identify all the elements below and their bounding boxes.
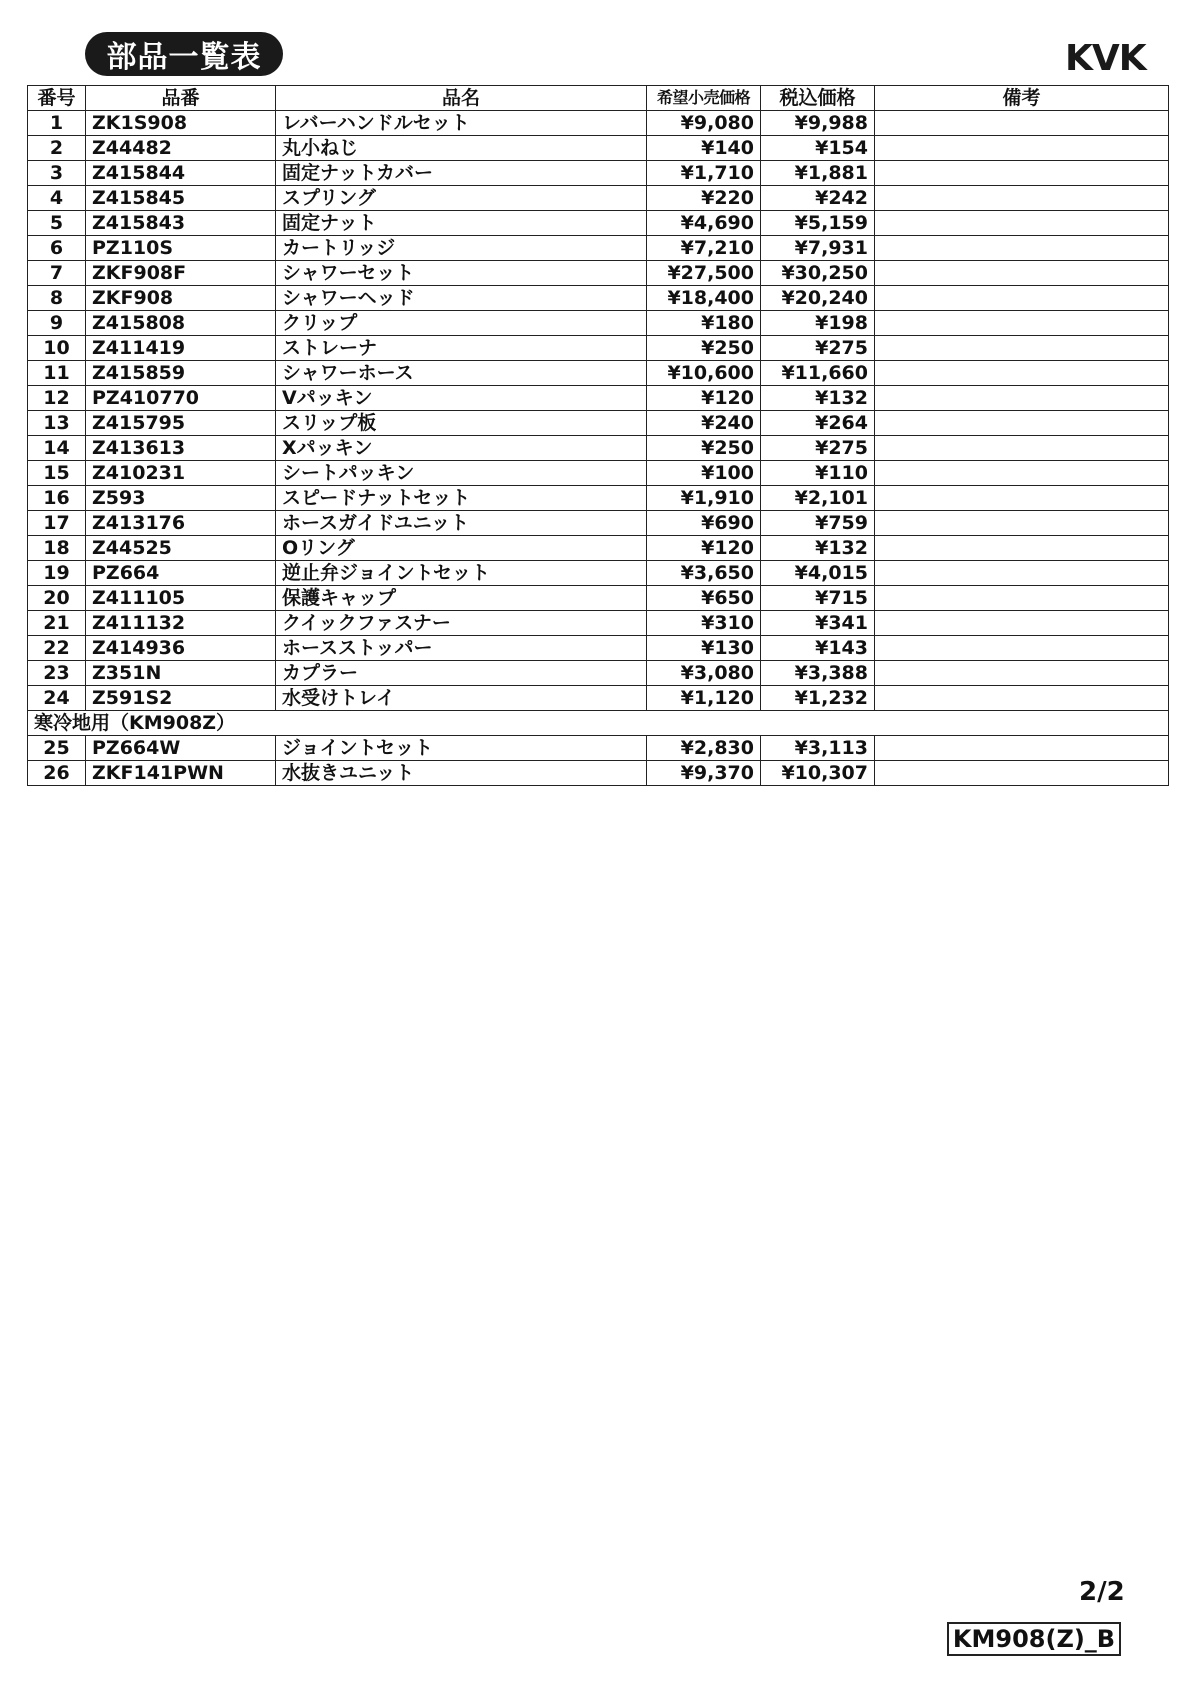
note-cell bbox=[875, 386, 1169, 411]
row-number-cell: 20 bbox=[28, 586, 86, 611]
part-name-cell: カプラー bbox=[276, 661, 647, 686]
retail-price-cell: ¥1,710 bbox=[647, 161, 761, 186]
note-cell bbox=[875, 736, 1169, 761]
tax-price-cell: ¥1,232 bbox=[761, 686, 875, 711]
part-code-cell: PZ410770 bbox=[86, 386, 276, 411]
tax-price-cell: ¥1,881 bbox=[761, 161, 875, 186]
part-name-cell: レバーハンドルセット bbox=[276, 111, 647, 136]
column-header-number: 番号 bbox=[28, 86, 86, 111]
column-header-part-code: 品番 bbox=[86, 86, 276, 111]
note-cell bbox=[875, 136, 1169, 161]
row-number-cell: 18 bbox=[28, 536, 86, 561]
retail-price-cell: ¥130 bbox=[647, 636, 761, 661]
note-cell bbox=[875, 411, 1169, 436]
row-number-cell: 14 bbox=[28, 436, 86, 461]
row-number-cell: 8 bbox=[28, 286, 86, 311]
part-code-cell: Z411132 bbox=[86, 611, 276, 636]
note-cell bbox=[875, 261, 1169, 286]
table-row bbox=[28, 486, 1169, 511]
row-number-cell: 7 bbox=[28, 261, 86, 286]
part-name-cell: スプリング bbox=[276, 186, 647, 211]
table-row bbox=[28, 736, 1169, 761]
table-row bbox=[28, 461, 1169, 486]
part-code-cell: ZK1S908 bbox=[86, 111, 276, 136]
retail-price-cell: ¥690 bbox=[647, 511, 761, 536]
row-number-cell: 15 bbox=[28, 461, 86, 486]
note-cell bbox=[875, 486, 1169, 511]
row-number-cell: 2 bbox=[28, 136, 86, 161]
note-cell bbox=[875, 111, 1169, 136]
table-row bbox=[28, 236, 1169, 261]
tax-price-cell: ¥132 bbox=[761, 386, 875, 411]
document-code: KM908(Z)_B bbox=[947, 1622, 1121, 1656]
table-row bbox=[28, 211, 1169, 236]
retail-price-cell: ¥10,600 bbox=[647, 361, 761, 386]
part-name-cell: シートパッキン bbox=[276, 461, 647, 486]
note-cell bbox=[875, 561, 1169, 586]
tax-price-cell: ¥3,113 bbox=[761, 736, 875, 761]
part-code-cell: Z415859 bbox=[86, 361, 276, 386]
note-cell bbox=[875, 511, 1169, 536]
part-name-cell: Oリング bbox=[276, 536, 647, 561]
tax-price-cell: ¥30,250 bbox=[761, 261, 875, 286]
row-number-cell: 22 bbox=[28, 636, 86, 661]
retail-price-cell: ¥120 bbox=[647, 386, 761, 411]
tax-price-cell: ¥198 bbox=[761, 311, 875, 336]
retail-price-cell: ¥1,120 bbox=[647, 686, 761, 711]
row-number-cell: 13 bbox=[28, 411, 86, 436]
part-code-cell: PZ664W bbox=[86, 736, 276, 761]
row-number-cell: 16 bbox=[28, 486, 86, 511]
table-header-row bbox=[28, 86, 1169, 111]
part-name-cell: Xパッキン bbox=[276, 436, 647, 461]
part-name-cell: 固定ナットカバー bbox=[276, 161, 647, 186]
part-code-cell: Z415845 bbox=[86, 186, 276, 211]
tax-price-cell: ¥9,988 bbox=[761, 111, 875, 136]
part-name-cell: 保護キャップ bbox=[276, 586, 647, 611]
parts-table bbox=[27, 85, 1169, 786]
column-header-tax-price: 税込価格 bbox=[761, 86, 875, 111]
retail-price-cell: ¥4,690 bbox=[647, 211, 761, 236]
retail-price-cell: ¥100 bbox=[647, 461, 761, 486]
page-number: 2/2 bbox=[1079, 1577, 1125, 1607]
retail-price-cell: ¥120 bbox=[647, 536, 761, 561]
row-number-cell: 26 bbox=[28, 761, 86, 786]
table-body bbox=[28, 111, 1169, 711]
table-row bbox=[28, 336, 1169, 361]
table-row bbox=[28, 261, 1169, 286]
part-name-cell: ジョイントセット bbox=[276, 736, 647, 761]
retail-price-cell: ¥3,650 bbox=[647, 561, 761, 586]
part-name-cell: スピードナットセット bbox=[276, 486, 647, 511]
row-number-cell: 23 bbox=[28, 661, 86, 686]
part-name-cell: クリップ bbox=[276, 311, 647, 336]
table-row bbox=[28, 186, 1169, 211]
note-cell bbox=[875, 336, 1169, 361]
part-name-cell: ストレーナ bbox=[276, 336, 647, 361]
retail-price-cell: ¥220 bbox=[647, 186, 761, 211]
table-row bbox=[28, 661, 1169, 686]
column-header-part-name: 品名 bbox=[276, 86, 647, 111]
part-name-cell: 丸小ねじ bbox=[276, 136, 647, 161]
part-code-cell: Z415795 bbox=[86, 411, 276, 436]
part-code-cell: Z44482 bbox=[86, 136, 276, 161]
tax-price-cell: ¥2,101 bbox=[761, 486, 875, 511]
part-code-cell: Z413613 bbox=[86, 436, 276, 461]
tax-price-cell: ¥275 bbox=[761, 436, 875, 461]
part-code-cell: Z591S2 bbox=[86, 686, 276, 711]
retail-price-cell: ¥9,370 bbox=[647, 761, 761, 786]
note-cell bbox=[875, 611, 1169, 636]
row-number-cell: 3 bbox=[28, 161, 86, 186]
table-row bbox=[28, 411, 1169, 436]
retail-price-cell: ¥250 bbox=[647, 436, 761, 461]
section-row bbox=[28, 711, 1169, 736]
tax-price-cell: ¥3,388 bbox=[761, 661, 875, 686]
table-row bbox=[28, 761, 1169, 786]
tax-price-cell: ¥20,240 bbox=[761, 286, 875, 311]
tax-price-cell: ¥5,159 bbox=[761, 211, 875, 236]
part-code-cell: Z415844 bbox=[86, 161, 276, 186]
brand-logo: KVK bbox=[1065, 38, 1146, 79]
part-name-cell: カートリッジ bbox=[276, 236, 647, 261]
part-name-cell: 逆止弁ジョイントセット bbox=[276, 561, 647, 586]
note-cell bbox=[875, 461, 1169, 486]
retail-price-cell: ¥140 bbox=[647, 136, 761, 161]
retail-price-cell: ¥3,080 bbox=[647, 661, 761, 686]
table-row bbox=[28, 511, 1169, 536]
row-number-cell: 11 bbox=[28, 361, 86, 386]
note-cell bbox=[875, 161, 1169, 186]
tax-price-cell: ¥264 bbox=[761, 411, 875, 436]
retail-price-cell: ¥240 bbox=[647, 411, 761, 436]
part-name-cell: シャワーヘッド bbox=[276, 286, 647, 311]
row-number-cell: 17 bbox=[28, 511, 86, 536]
table-row bbox=[28, 436, 1169, 461]
tax-price-cell: ¥275 bbox=[761, 336, 875, 361]
table-row bbox=[28, 286, 1169, 311]
part-name-cell: Vパッキン bbox=[276, 386, 647, 411]
part-code-cell: Z44525 bbox=[86, 536, 276, 561]
column-header-notes: 備考 bbox=[875, 86, 1169, 111]
row-number-cell: 9 bbox=[28, 311, 86, 336]
part-code-cell: Z414936 bbox=[86, 636, 276, 661]
tax-price-cell: ¥11,660 bbox=[761, 361, 875, 386]
table-row bbox=[28, 686, 1169, 711]
part-name-cell: ホースガイドユニット bbox=[276, 511, 647, 536]
part-code-cell: Z410231 bbox=[86, 461, 276, 486]
table-row bbox=[28, 311, 1169, 336]
part-name-cell: シャワーホース bbox=[276, 361, 647, 386]
note-cell bbox=[875, 211, 1169, 236]
column-header-retail-price: 希望小売価格 bbox=[647, 86, 761, 111]
table-row bbox=[28, 111, 1169, 136]
part-name-cell: シャワーセット bbox=[276, 261, 647, 286]
retail-price-cell: ¥2,830 bbox=[647, 736, 761, 761]
note-cell bbox=[875, 761, 1169, 786]
part-code-cell: ZKF908 bbox=[86, 286, 276, 311]
note-cell bbox=[875, 311, 1169, 336]
part-name-cell: クイックファスナー bbox=[276, 611, 647, 636]
tax-price-cell: ¥154 bbox=[761, 136, 875, 161]
note-cell bbox=[875, 686, 1169, 711]
row-number-cell: 25 bbox=[28, 736, 86, 761]
table-row bbox=[28, 536, 1169, 561]
table-row bbox=[28, 561, 1169, 586]
tax-price-cell: ¥715 bbox=[761, 586, 875, 611]
note-cell bbox=[875, 286, 1169, 311]
part-code-cell: PZ664 bbox=[86, 561, 276, 586]
row-number-cell: 5 bbox=[28, 211, 86, 236]
retail-price-cell: ¥27,500 bbox=[647, 261, 761, 286]
table-row bbox=[28, 361, 1169, 386]
row-number-cell: 24 bbox=[28, 686, 86, 711]
row-number-cell: 1 bbox=[28, 111, 86, 136]
table-row bbox=[28, 161, 1169, 186]
part-code-cell: Z351N bbox=[86, 661, 276, 686]
note-cell bbox=[875, 361, 1169, 386]
part-name-cell: 水抜きユニット bbox=[276, 761, 647, 786]
table-row bbox=[28, 386, 1169, 411]
retail-price-cell: ¥180 bbox=[647, 311, 761, 336]
tax-price-cell: ¥132 bbox=[761, 536, 875, 561]
tax-price-cell: ¥242 bbox=[761, 186, 875, 211]
part-code-cell: Z413176 bbox=[86, 511, 276, 536]
part-name-cell: 固定ナット bbox=[276, 211, 647, 236]
row-number-cell: 21 bbox=[28, 611, 86, 636]
part-code-cell: ZKF908F bbox=[86, 261, 276, 286]
row-number-cell: 12 bbox=[28, 386, 86, 411]
tax-price-cell: ¥759 bbox=[761, 511, 875, 536]
table-row bbox=[28, 636, 1169, 661]
note-cell bbox=[875, 236, 1169, 261]
retail-price-cell: ¥9,080 bbox=[647, 111, 761, 136]
row-number-cell: 6 bbox=[28, 236, 86, 261]
tax-price-cell: ¥110 bbox=[761, 461, 875, 486]
retail-price-cell: ¥250 bbox=[647, 336, 761, 361]
retail-price-cell: ¥310 bbox=[647, 611, 761, 636]
part-name-cell: スリップ板 bbox=[276, 411, 647, 436]
retail-price-cell: ¥18,400 bbox=[647, 286, 761, 311]
table-row bbox=[28, 611, 1169, 636]
note-cell bbox=[875, 186, 1169, 211]
part-code-cell: Z411105 bbox=[86, 586, 276, 611]
section-label: 寒冷地用（KM908Z） bbox=[28, 711, 1169, 736]
row-number-cell: 19 bbox=[28, 561, 86, 586]
note-cell bbox=[875, 636, 1169, 661]
part-name-cell: ホースストッパー bbox=[276, 636, 647, 661]
part-code-cell: ZKF141PWN bbox=[86, 761, 276, 786]
page-title: 部品一覧表 bbox=[85, 32, 283, 76]
note-cell bbox=[875, 661, 1169, 686]
tax-price-cell: ¥341 bbox=[761, 611, 875, 636]
retail-price-cell: ¥1,910 bbox=[647, 486, 761, 511]
row-number-cell: 4 bbox=[28, 186, 86, 211]
part-code-cell: Z593 bbox=[86, 486, 276, 511]
tax-price-cell: ¥10,307 bbox=[761, 761, 875, 786]
retail-price-cell: ¥7,210 bbox=[647, 236, 761, 261]
table-row bbox=[28, 586, 1169, 611]
retail-price-cell: ¥650 bbox=[647, 586, 761, 611]
tax-price-cell: ¥7,931 bbox=[761, 236, 875, 261]
part-code-cell: Z411419 bbox=[86, 336, 276, 361]
part-code-cell: Z415843 bbox=[86, 211, 276, 236]
note-cell bbox=[875, 536, 1169, 561]
tax-price-cell: ¥143 bbox=[761, 636, 875, 661]
note-cell bbox=[875, 586, 1169, 611]
part-code-cell: PZ110S bbox=[86, 236, 276, 261]
part-code-cell: Z415808 bbox=[86, 311, 276, 336]
part-name-cell: 水受けトレイ bbox=[276, 686, 647, 711]
cold-region-section bbox=[28, 711, 1169, 786]
row-number-cell: 10 bbox=[28, 336, 86, 361]
tax-price-cell: ¥4,015 bbox=[761, 561, 875, 586]
note-cell bbox=[875, 436, 1169, 461]
table-row bbox=[28, 136, 1169, 161]
